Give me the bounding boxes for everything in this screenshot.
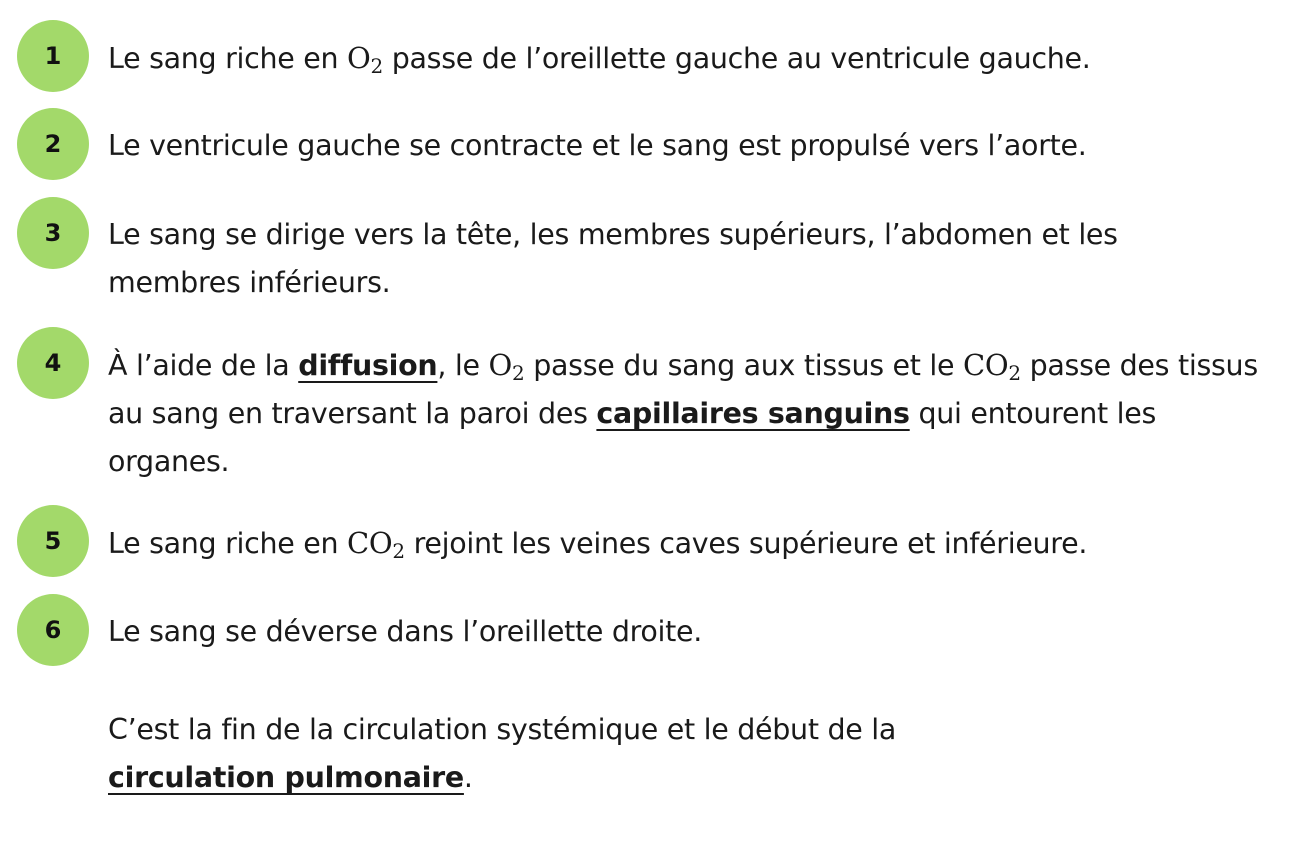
text-segment: , le <box>437 349 489 382</box>
step-text: Le sang se dirige vers la tête, les membres supérieurs, l’abdomen et les membres inférieurs. <box>108 218 1118 299</box>
step-text <box>108 34 1280 83</box>
conclusion-text <box>108 706 1008 802</box>
text-segment: rejoint les veines caves supérieure et inférieure. <box>404 527 1088 560</box>
text-segment: passe des tissus au sang en traversant la paroi des <box>108 349 1258 430</box>
text-segment: Le sang riche en <box>108 527 348 560</box>
step-number-badge: 6 <box>17 594 89 666</box>
text-segment: Le sang riche en <box>108 42 348 75</box>
step-number-badge: 5 <box>17 505 89 577</box>
text-segment: passe de l’oreillette gauche au ventricule gauche. <box>382 42 1091 75</box>
text-segment: passe du sang aux tissus et le <box>524 349 964 382</box>
term-capillaires-sanguins: capillaires sanguins <box>596 397 910 430</box>
chemical-formula-co2: $CO_2$ <box>963 348 1021 385</box>
step-number-badge: 2 <box>17 108 89 180</box>
step-number-badge: 4 <box>17 327 89 399</box>
text-segment: . <box>463 761 473 794</box>
step-text <box>108 519 1280 568</box>
chemical-formula-co2: $CO_2$ <box>347 526 405 563</box>
term-diffusion: diffusion <box>298 349 438 382</box>
step-number-badge: 3 <box>17 197 89 269</box>
chemical-formula-o2: $O_2$ <box>347 41 383 78</box>
step-text: Le ventricule gauche se contracte et le sang est propulsé vers l’aorte. <box>108 129 1087 162</box>
text-segment: À l’aide de la <box>108 349 299 382</box>
text-segment: qui entourent les organes. <box>108 397 1156 478</box>
step-number-badge: 1 <box>17 20 89 92</box>
chemical-formula-o2: $O_2$ <box>488 348 525 385</box>
step-text: Le sang se déverse dans l’oreillette droite. <box>108 615 703 648</box>
text-segment: C’est la fin de la circulation systémique et le début de la <box>108 713 897 746</box>
term-circulation-pulmonaire: circulation pulmonaire <box>108 761 464 794</box>
step-text <box>108 341 1280 486</box>
